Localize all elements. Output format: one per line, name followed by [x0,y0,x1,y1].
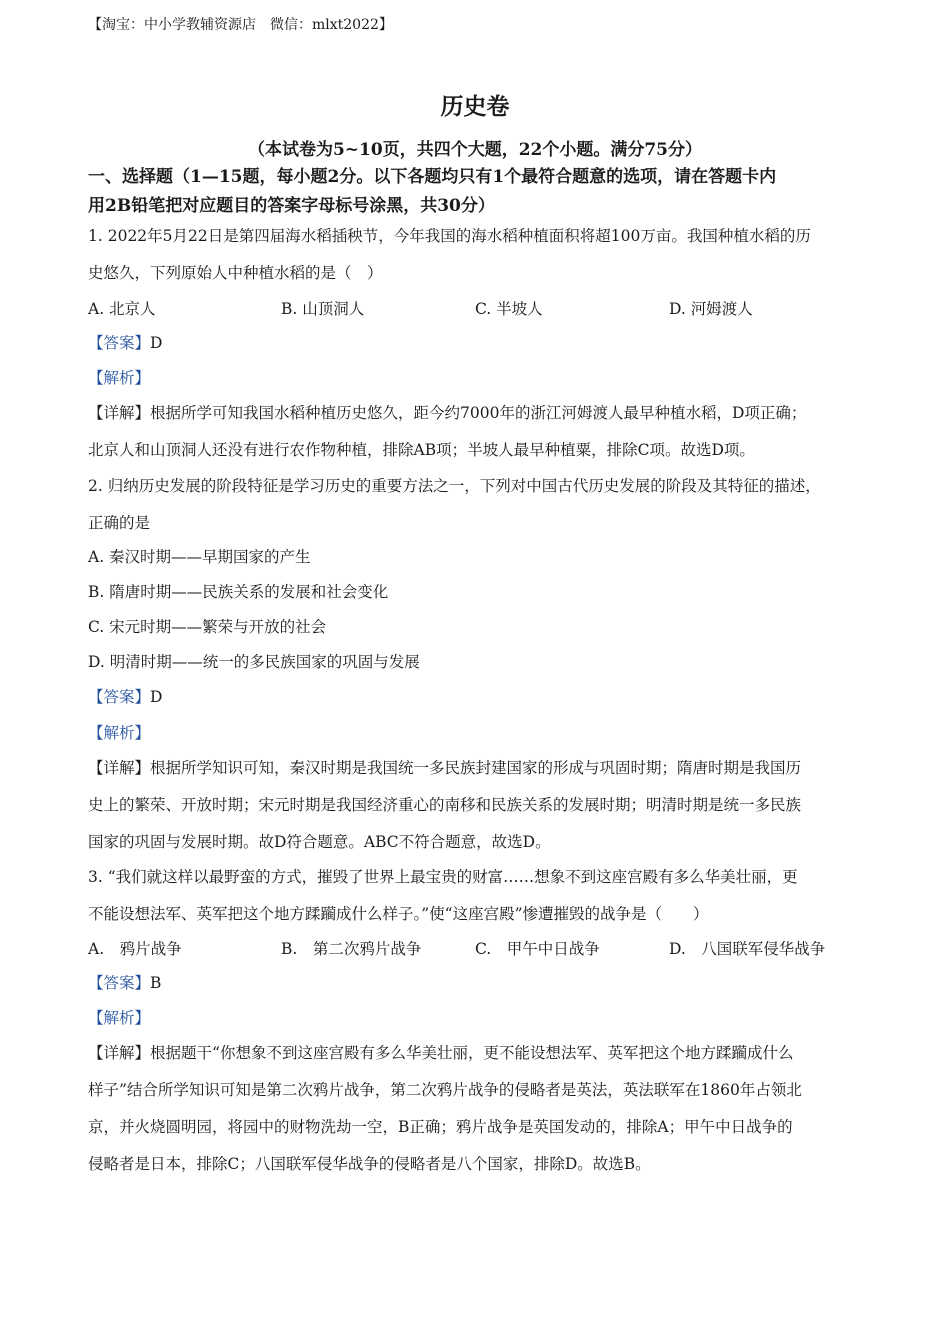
q3-detail: 样子”结合所学知识可知是第二次鸦片战争，第二次鸦片战争的侵略者是英法，英法联军在1860年占领北 [88,1081,802,1099]
q2-stem: 2. 归纳历史发展的阶段特征是学习历史的重要方法之一，下列对中国古代历史发展的阶段及其特征的描述， [88,477,821,495]
answer-value: B [150,974,162,992]
q2-option-b: B. 隋唐时期——民族关系的发展和社会变化 [88,583,389,601]
page-subtitle: （本试卷为5~10页，共四个大题，22个小题。满分75分） [247,140,703,160]
q3-stem: 不能设想法军、英军把这个地方蹂躏成什么样子。”使“这座宫殿”惨遭摧毁的战争是（ ） [88,905,709,923]
q3-option-a: A. 鸦片战争 [88,940,182,958]
section-heading [88,163,878,221]
q1-option-c: C. 半坡人 [475,300,543,318]
detail-label: 【详解】 [88,759,151,777]
q1-stem: 1. 2022年5月22日是第四届海水稻插秧节，今年我国的海水稻种植面积将超100万亩。我国种植水稻的历 [88,227,811,245]
q3-option-c: C. 甲午中日战争 [475,940,600,958]
detail-text: 根据所学知识可知，秦汉时期是我国统一多民族封建国家的形成与巩固时期；隋唐时期是我国历 [150,759,802,777]
q3-stem: 3. “我们就这样以最野蛮的方式，摧毁了世界上最宝贵的财富……想象不到这座宫殿有多么华美壮丽，更 [88,868,798,886]
q2-detail [88,756,801,778]
q3-analysis-label: 【解析】 [88,1009,151,1027]
q2-option-c: C. 宋元时期——繁荣与开放的社会 [88,618,327,636]
q2-stem: 正确的是 [88,514,151,532]
q1-option-d: D. 河姆渡人 [669,300,753,318]
q2-option-a: A. 秦汉时期——早期国家的产生 [88,548,311,566]
q3-option-d: D. 八国联军侵华战争 [669,940,826,958]
answer-value: D [150,334,163,352]
q3-detail: 侵略者是日本，排除C；八国联军侵华战争的侵略者是八个国家，排除D。故选B。 [88,1155,651,1173]
q1-analysis-label: 【解析】 [88,369,151,387]
page-header: 【淘宝：中小学教辅资源店 微信：mlxt2022】 [88,17,393,33]
section-heading-line: 用2B铅笔把对应题目的答案字母标号涂黑，共30分） [88,196,495,216]
q1-answer [88,331,162,353]
section-heading-line: 一、选择题（1—15题，每小题2分。以下各题均只有1个最符合题意的选项，请在答题卡内 [88,167,777,187]
q3-answer [88,971,161,993]
q1-detail: 北京人和山顶洞人还没有进行农作物种植，排除AB项；半坡人最早种植粟，排除C项。故选D项。 [88,441,755,459]
detail-label: 【详解】 [88,404,151,422]
q1-option-a: A. 北京人 [88,300,156,318]
q2-option-d: D. 明清时期——统一的多民族国家的巩固与发展 [88,653,420,671]
q3-detail [88,1041,793,1063]
detail-label: 【详解】 [88,1044,151,1062]
answer-label: 【答案】 [88,334,151,352]
q3-option-b: B. 第二次鸦片战争 [281,940,422,958]
q2-analysis-label: 【解析】 [88,724,151,742]
q1-option-b: B. 山顶洞人 [281,300,365,318]
q1-detail [88,401,806,423]
q2-detail: 国家的巩固与发展时期。故D符合题意。ABC不符合题意，故选D。 [88,833,551,851]
q2-detail: 史上的繁荣、开放时期；宋元时期是我国经济重心的南移和民族关系的发展时期；明清时期是统一多民族 [88,796,802,814]
answer-label: 【答案】 [88,974,151,992]
q3-detail: 京，并火烧圆明园，将园中的财物洗劫一空，B正确；鸦片战争是英国发动的，排除A；甲午中日战争的 [88,1118,793,1136]
detail-text: 根据所学可知我国水稻种植历史悠久，距今约7000年的浙江河姆渡人最早种植水稻，D项正确； [150,404,807,422]
answer-value: D [150,688,163,706]
q2-answer [88,685,162,707]
answer-label: 【答案】 [88,688,151,706]
detail-text: 根据题干“你想象不到这座宫殿有多么华美壮丽，更不能设想法军、英军把这个地方蹂躏成什么 [150,1044,794,1062]
page-title: 历史卷 [440,93,510,120]
q1-stem: 史悠久，下列原始人中种植水稻的是（ ） [88,264,383,282]
